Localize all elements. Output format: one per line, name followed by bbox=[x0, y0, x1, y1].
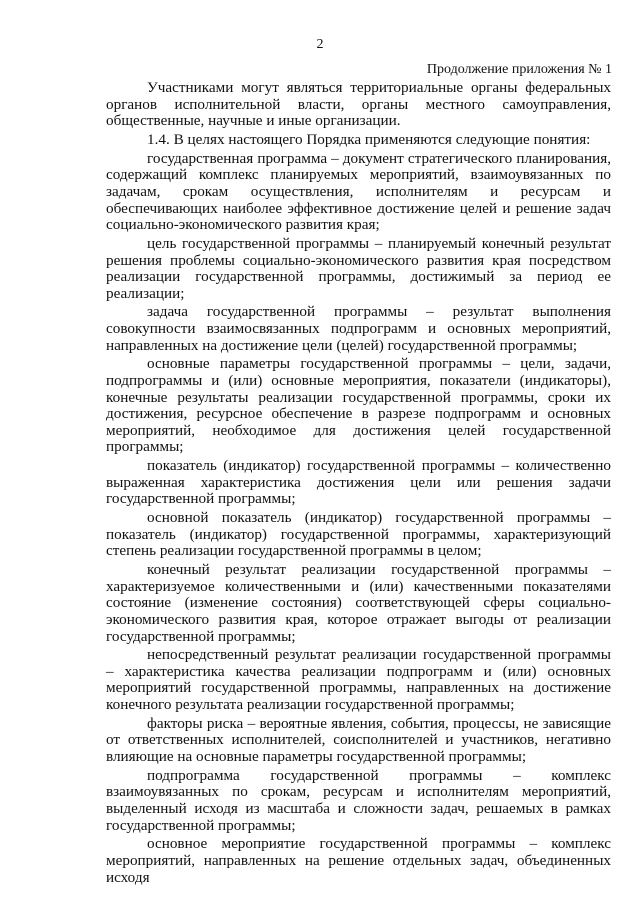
page-number: 2 bbox=[316, 37, 324, 52]
paragraph-definition-program-goal: цель государственной программы – планируемый конечный результат решения проблемы социально-экономического развития края посредством реализации государственной программы, достижимый за период ее реализации; bbox=[106, 234, 611, 302]
body-text bbox=[106, 80, 611, 888]
paragraph-definition-direct-result: непосредственный результат реализации государственной программы – характеристика качества реализации подпрограмм и (или) основных мероприятий государственной программы, направленных на достижение конечного результата реализации государственной программы; bbox=[106, 646, 611, 714]
paragraph-definition-main-activity: основное мероприятие государственной программы – комплекс мероприятий, направленных на решение отдельных задач, объединенных исходя bbox=[106, 835, 611, 886]
paragraph-definition-indicator: показатель (индикатор) государственной программы – количественно выраженная характеристика достижения цели или решения задачи государственной программы; bbox=[106, 457, 611, 508]
paragraph-definition-program-task: задача государственной программы – результат выполнения совокупности взаимосвязанных подпрограмм и основных мероприятий, направленных на достижение цели (целей) государственной программы; bbox=[106, 303, 611, 354]
paragraph-definition-main-parameters: основные параметры государственной программы – цели, задачи, подпрограммы и (или) основные мероприятия, показатели (индикаторы), конечные результаты реализации государственной программы, сроки их достижения, ресурсное обеспечение в разрезе подпрограмм и основных мероприятий, необходимое для достижения целей государственной программы; bbox=[106, 355, 611, 456]
paragraph-definition-subprogram: подпрограмма государственной программы – комплекс взаимоувязанных по срокам, ресурсам и исполнителям мероприятий, выделенный исходя из масштаба и сложности задач, решаемых в рамках государственной программы; bbox=[106, 766, 611, 834]
paragraph-definition-main-indicator: основной показатель (индикатор) государственной программы – показатель (индикатор) государственной программы, характеризующий степень реализации государственной программы в целом; bbox=[106, 509, 611, 560]
paragraph-definition-final-result: конечный результат реализации государственной программы – характеризуемое количественными и (или) качественными показателями состояние (изменение состояния) соответствующей сферы социально-экономического развития края, которое отражает выгоды от реализации государственной программы; bbox=[106, 561, 611, 645]
paragraph-definition-risk-factors: факторы риска – вероятные явления, события, процессы, не зависящие от ответственных исполнителей, соисполнителей и участников, негативно влияющие на основные параметры государственной программы; bbox=[106, 714, 611, 766]
paragraph-section-1-4: 1.4. В целях настоящего Порядка применяются следующие понятия: bbox=[147, 130, 591, 148]
paragraph-participants: Участниками могут являться территориальные органы федеральных органов исполнительной власти, органы местного самоуправления, общественные, научные и иные организации. bbox=[106, 79, 611, 130]
appendix-continuation-note: Продолжение приложения № 1 bbox=[426, 62, 612, 77]
paragraph-definition-state-program: государственная программа – документ стратегического планирования, содержащий комплекс планируемых мероприятий, взаимоувязанных по задачам, срокам осуществления, исполнителям и ресурсам и обеспечивающих наиболее эффективное достижение целей и решение задач социально-экономического развития края; bbox=[106, 149, 611, 234]
